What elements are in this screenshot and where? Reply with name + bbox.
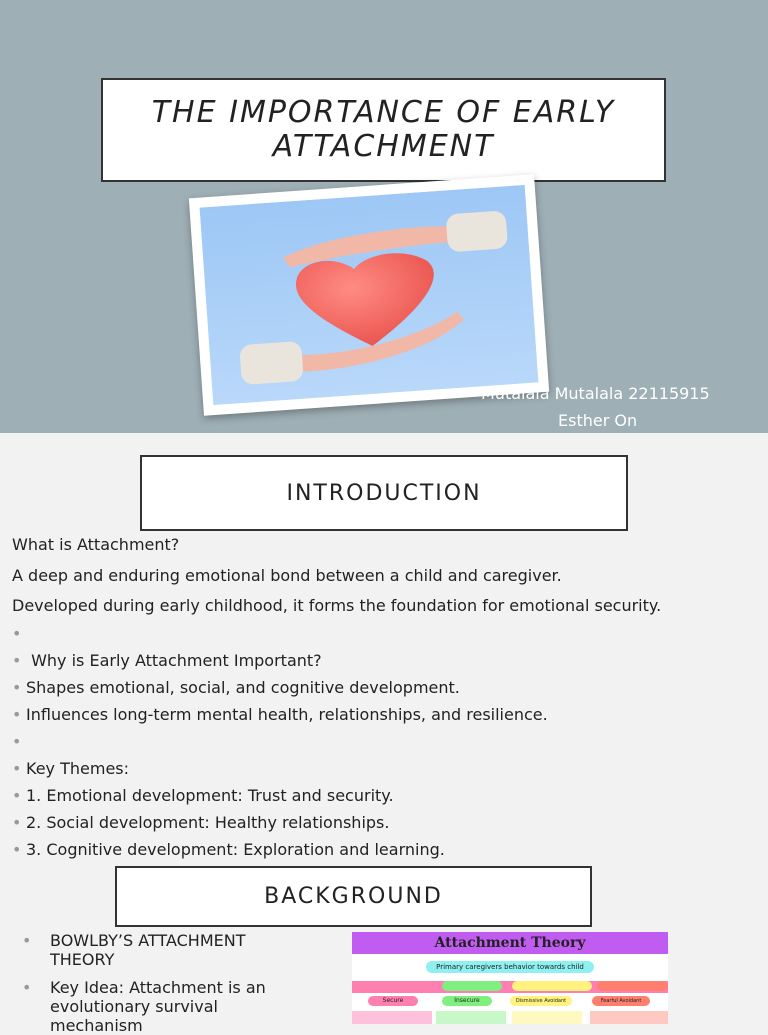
bullet-item (12, 624, 26, 643)
background-heading: BACKGROUND (264, 884, 443, 909)
bullet-item (12, 732, 26, 751)
author-line-1: Mutalala Mutalala 22115915 (481, 384, 710, 403)
attachment-theory-diagram (352, 932, 668, 1024)
diagram-band-3 (512, 981, 592, 991)
diagram-band-4 (597, 981, 668, 991)
bullet-dot-icon: • (12, 651, 22, 670)
bullet-dot-icon: • (12, 624, 22, 643)
lower-sleeve-shape (239, 341, 304, 385)
introduction-heading-box (140, 455, 628, 531)
bullet-dot-icon: • (22, 931, 32, 950)
bullet-dot-icon: • (12, 705, 22, 724)
heart-hands-image (189, 174, 549, 416)
intro-line-2: A deep and enduring emotional bond between a child and caregiver. (12, 566, 562, 585)
bullet-item: • Why is Early Attachment Important? (12, 651, 322, 670)
background-heading-box (115, 866, 592, 927)
bullet-item: • 1. Emotional development: Trust and security. (12, 786, 394, 805)
upper-sleeve-shape (446, 210, 509, 252)
bullet-item: • 2. Social development: Healthy relationships. (12, 813, 390, 832)
diagram-cell-1 (352, 1011, 432, 1024)
diagram-col-insecure: Insecure (442, 996, 492, 1006)
bullet-item: • 3. Cognitive development: Exploration and learning. (12, 840, 445, 859)
diagram-col-secure: Secure (368, 996, 418, 1006)
intro-line-3: Developed during early childhood, it forms the foundation for emotional security. (12, 596, 662, 615)
diagram-cell-4 (590, 1011, 668, 1024)
diagram-cell-2 (436, 1011, 506, 1024)
bullet-item: • Influences long-term mental health, relationships, and resilience. (12, 705, 548, 724)
bullet-dot-icon: • (22, 978, 32, 997)
author-line-2: Esther On (558, 411, 638, 430)
diagram-title: Attachment Theory (352, 932, 668, 954)
introduction-heading: INTRODUCTION (286, 480, 482, 506)
bullet-dot-icon: • (12, 732, 22, 751)
diagram-col-dismissive: Dismissive Avoidant (510, 996, 572, 1006)
diagram-cell-3 (512, 1011, 582, 1024)
title-box (101, 78, 666, 182)
diagram-subtitle: Primary caregivers behavior towards child (426, 961, 594, 973)
title-line-1: THE IMPORTANCE OF EARLY (151, 95, 616, 130)
bullet-dot-icon: • (12, 786, 22, 805)
slide-title (152, 96, 616, 164)
background-item-1: • BOWLBY’S ATTACHMENT THEORY (22, 931, 246, 969)
title-line-2: ATTACHMENT (272, 129, 495, 164)
diagram-col-fearful: Fearful Avoidant (592, 996, 650, 1006)
heart-hands-illustration (199, 185, 538, 405)
bullet-dot-icon: • (12, 813, 22, 832)
title-slide (0, 0, 768, 433)
bullet-dot-icon: • (12, 678, 22, 697)
bullet-dot-icon: • (12, 840, 22, 859)
bullet-dot-icon: • (12, 759, 22, 778)
intro-line-1: What is Attachment? (12, 535, 180, 554)
diagram-band-2 (442, 981, 502, 991)
bullet-item: • Key Themes: (12, 759, 130, 778)
bullet-item: • Shapes emotional, social, and cognitive development. (12, 678, 460, 697)
background-item-2: • Key Idea: Attachment is an evolutionary survival mechanism (22, 978, 266, 1035)
